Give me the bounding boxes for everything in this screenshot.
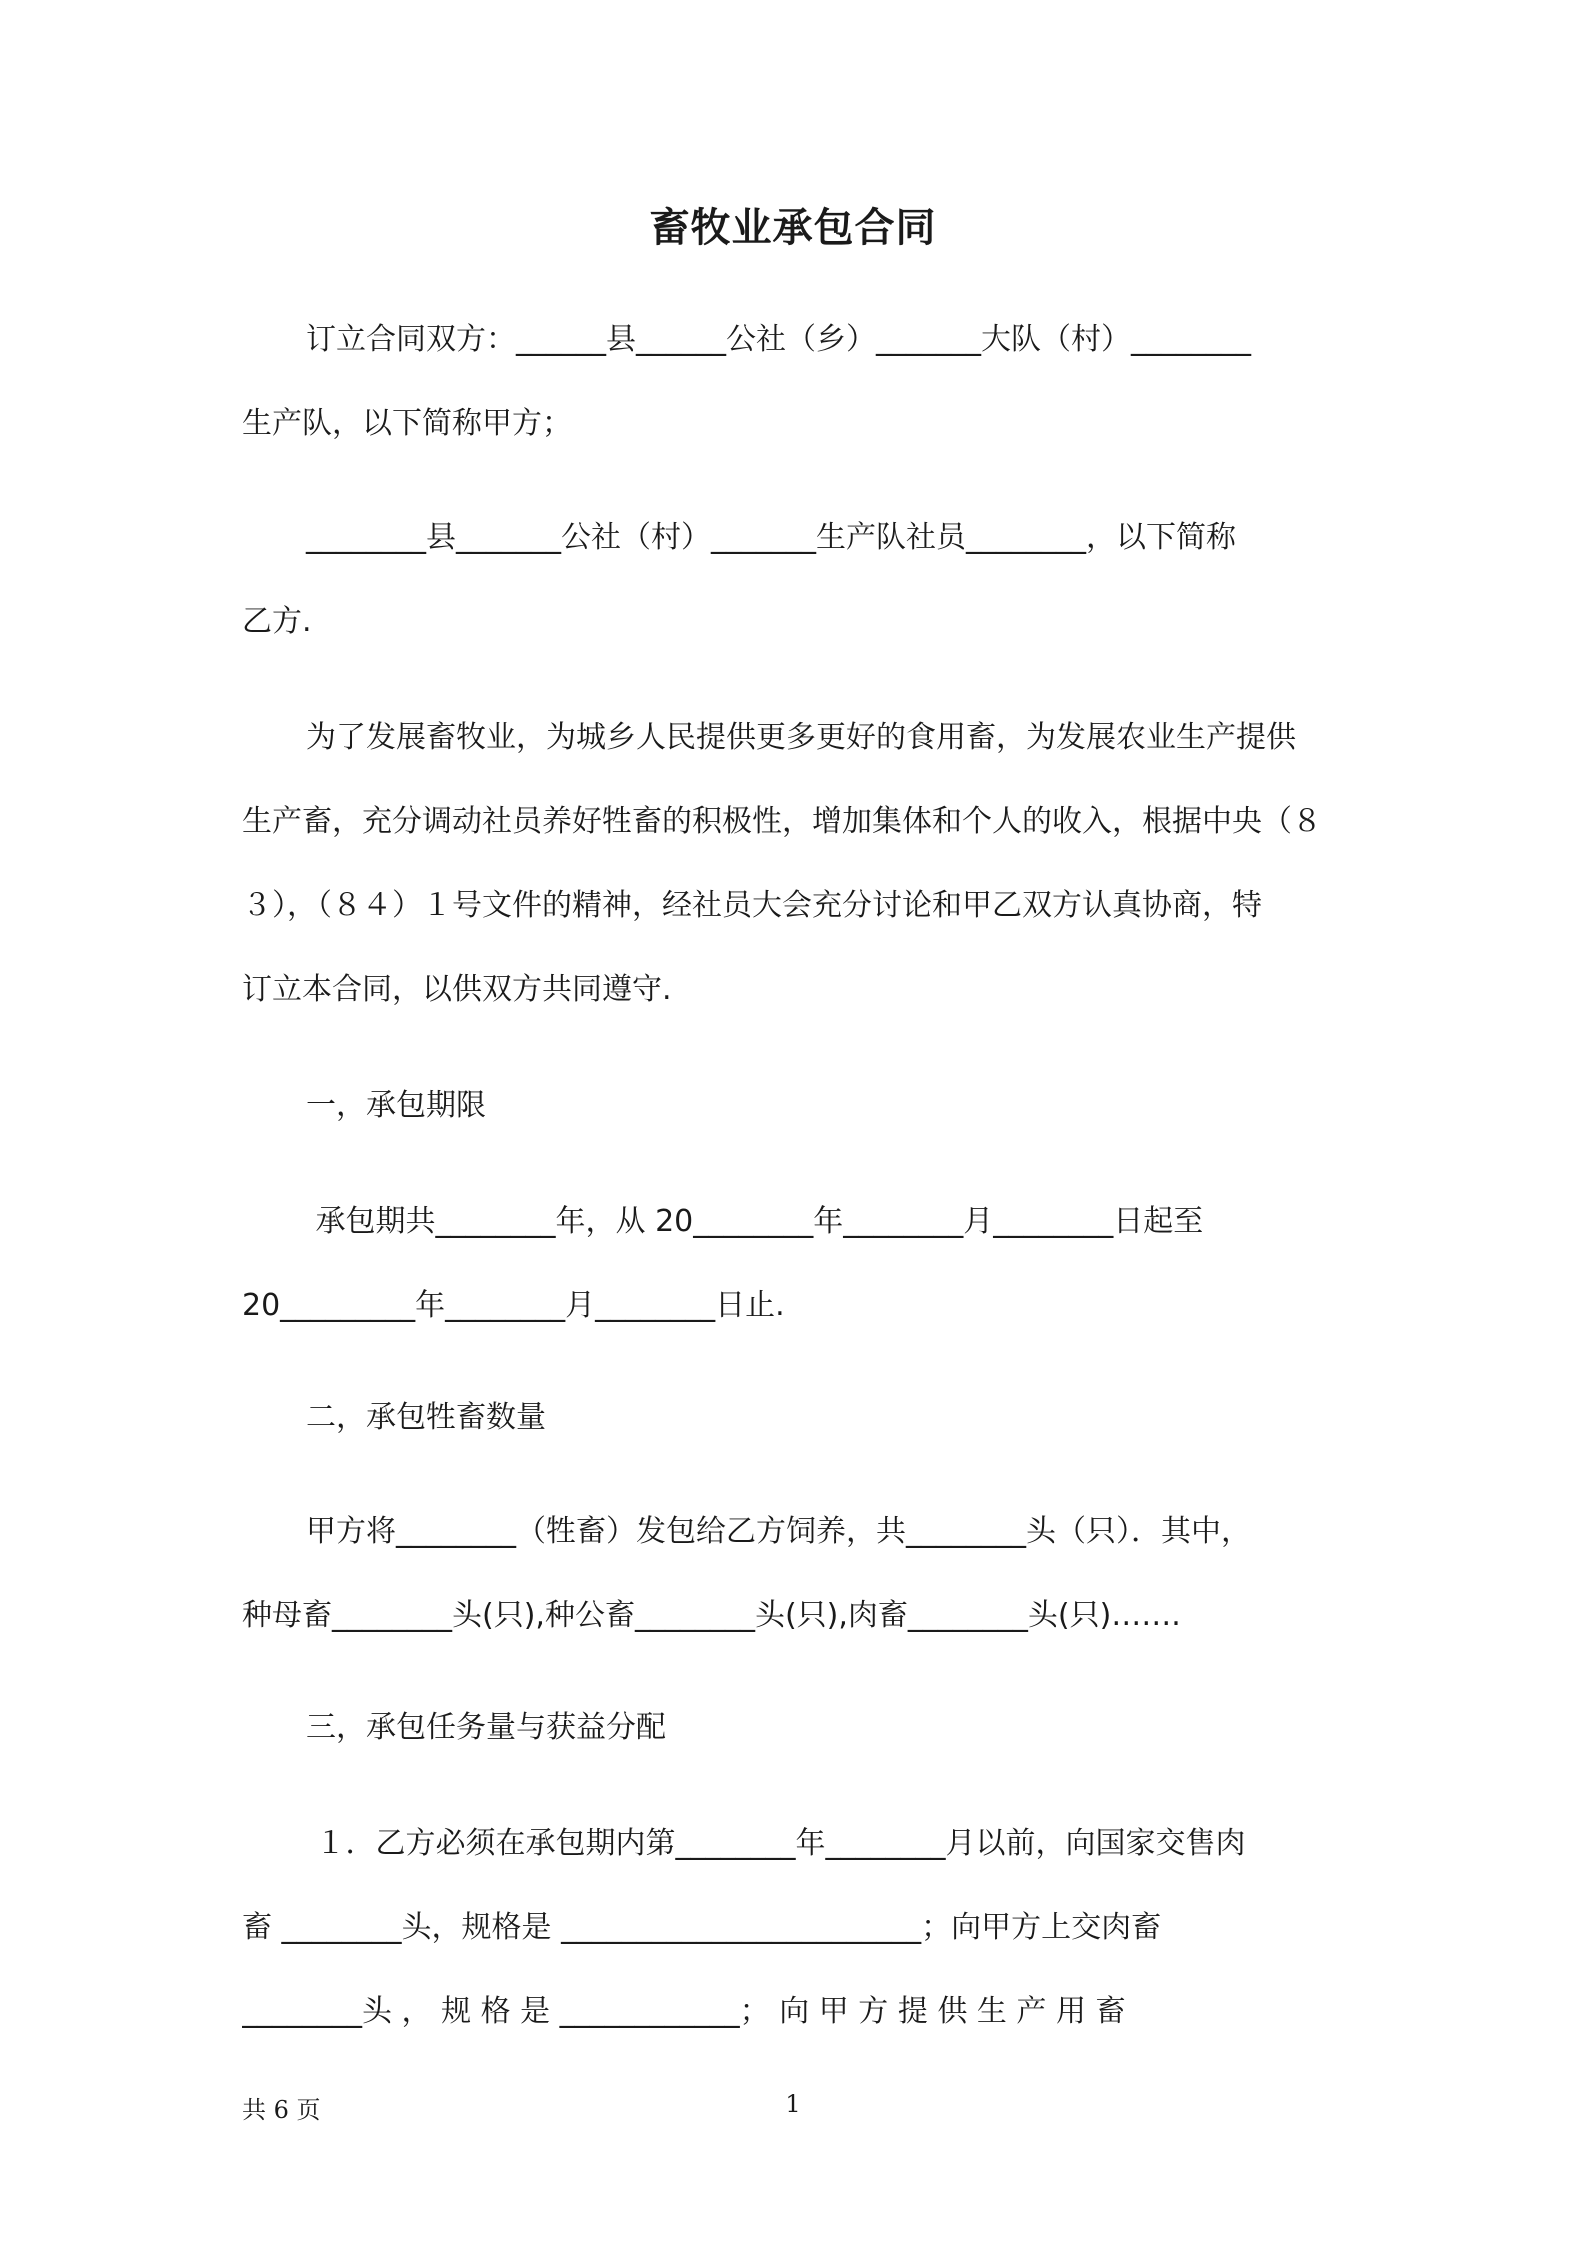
section2-heading: 二，承包牲畜数量 [306,1400,546,1435]
parties-b-line1: ________县_______公社（村）_______生产队社员________，以下简称 [306,520,1236,555]
footer-total-pages: 共 6 页 [242,2096,321,2124]
section1-line2: 20_________年________月________日止. [242,1288,785,1323]
section3-line2: 畜 ________头，规格是 ________________________；向甲方上交肉畜 [242,1910,1162,1945]
preamble-line3: ３），（８４）１号文件的精神，经社员大会充分讨论和甲乙双方认真协商，特 [242,888,1262,923]
preamble-line1: 为了发展畜牧业，为城乡人民提供更多更好的食用畜，为发展农业生产提供 [306,720,1296,755]
section2-line1: 甲方将________（牲畜）发包给乙方饲养，共________头（只）．其中， [306,1514,1251,1549]
parties-a-line2: 生产队，以下简称甲方； [242,406,572,441]
preamble-line4: 订立本合同，以供双方共同遵守. [242,972,672,1007]
footer-page-number: 1 [785,2090,801,2118]
section3-heading: 三，承包任务量与获益分配 [306,1710,666,1745]
section3-line3: ________头 ， 规 格 是 ____________； 向 甲 方 提 供 生 产 用 畜 [242,1994,1126,2029]
preamble-line2: 生产畜，充分调动社员养好牲畜的积极性，增加集体和个人的收入，根据中央（８ [242,804,1322,839]
section2-line2: 种母畜________头(只),种公畜________头(只),肉畜________头(只)……. [242,1598,1181,1633]
parties-b-line2: 乙方. [242,604,312,639]
parties-a-line1: 订立合同双方：______县______公社（乡）_______大队（村）________ [306,322,1251,357]
section3-line1: １．乙方必须在承包期内第________年________月以前，向国家交售肉 [306,1826,1246,1861]
section1-heading: 一，承包期限 [306,1088,486,1123]
section1-line1: 承包期共________年，从 20________年________月________日起至 [306,1204,1204,1239]
document-title: 畜牧业承包合同 [649,205,937,251]
